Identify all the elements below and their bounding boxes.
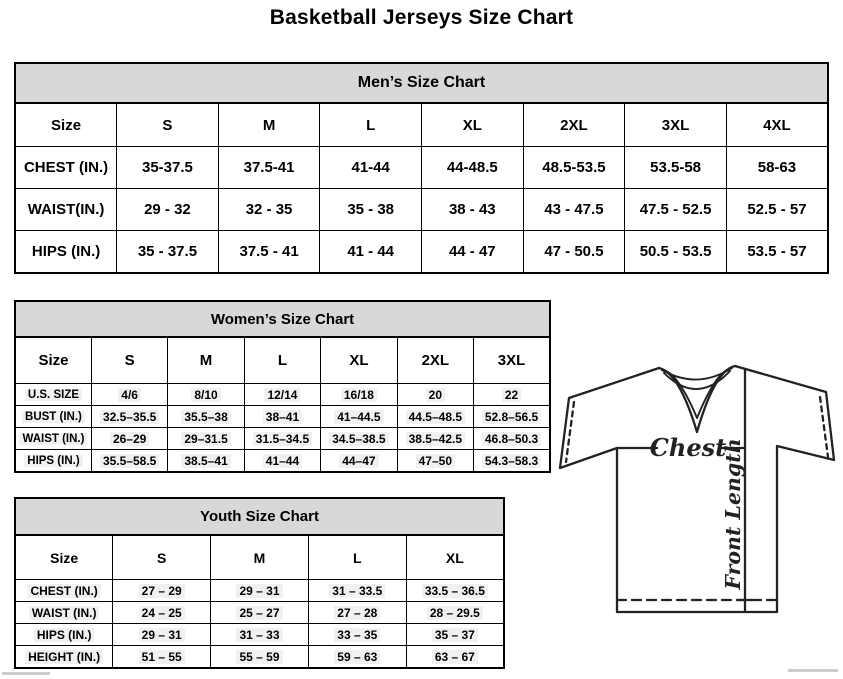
column-header-xl: XL — [422, 103, 524, 147]
value-cell: 37.5 - 41 — [218, 231, 320, 274]
highlighted-value: 26–29 — [110, 432, 149, 446]
column-header-size: Size — [15, 535, 113, 580]
highlighted-value: 4/6 — [118, 388, 141, 402]
column-header-s: S — [113, 535, 211, 580]
highlighted-value: 59 – 63 — [334, 650, 380, 664]
table-row — [15, 646, 504, 669]
value-cell — [308, 602, 406, 624]
value-cell — [321, 406, 397, 428]
highlighted-value: 34.5–38.5 — [329, 432, 388, 446]
highlighted-value: 29 – 31 — [139, 628, 185, 642]
highlighted-value: 35.5–58.5 — [100, 454, 159, 468]
value-cell: 35 - 37.5 — [117, 231, 219, 274]
row-label — [15, 384, 91, 406]
column-header-m: M — [218, 103, 320, 147]
value-cell — [244, 428, 320, 450]
value-cell — [91, 406, 167, 428]
womens-column-header-row — [15, 337, 550, 384]
highlighted-value: HIPS (IN.) — [24, 455, 82, 467]
highlighted-value: 16/18 — [341, 388, 377, 402]
row-label: CHEST (IN.) — [15, 147, 117, 189]
value-cell — [211, 646, 309, 669]
value-cell — [406, 580, 504, 602]
value-cell — [308, 580, 406, 602]
womens-chart-title: Women’s Size Chart — [15, 301, 550, 337]
table-row — [15, 231, 828, 274]
highlighted-value: 51 – 55 — [139, 650, 185, 664]
value-cell — [113, 646, 211, 669]
womens-size-chart-table — [14, 300, 551, 473]
row-label: HIPS (IN.) — [15, 231, 117, 274]
highlighted-value: 27 – 28 — [334, 606, 380, 620]
womens-chart-title-band — [15, 301, 550, 337]
jersey-outline-left — [560, 368, 659, 612]
highlighted-value: 46.8–50.3 — [482, 432, 541, 446]
highlighted-value: 38.5–41 — [181, 454, 230, 468]
table-row — [15, 580, 504, 602]
highlighted-value: HEIGHT (IN.) — [25, 650, 103, 664]
value-cell: 38 - 43 — [422, 189, 524, 231]
highlighted-value: 24 – 25 — [139, 606, 185, 620]
value-cell — [168, 450, 244, 473]
highlighted-value: 33 – 35 — [334, 628, 380, 642]
value-cell: 37.5-41 — [218, 147, 320, 189]
value-cell: 35 - 38 — [320, 189, 422, 231]
value-cell — [211, 624, 309, 646]
value-cell — [321, 384, 397, 406]
row-label — [15, 406, 91, 428]
column-header-2xl: 2XL — [397, 337, 473, 384]
table-row — [15, 428, 550, 450]
table-row — [15, 189, 828, 231]
row-label: WAIST(IN.) — [15, 189, 117, 231]
value-cell: 43 - 47.5 — [523, 189, 625, 231]
value-cell — [244, 450, 320, 473]
value-cell: 50.5 - 53.5 — [625, 231, 727, 274]
column-header-s: S — [91, 337, 167, 384]
highlighted-value: 38–41 — [263, 410, 302, 424]
front-length-label: Front Length — [721, 438, 745, 590]
chest-label: Chest — [649, 433, 727, 462]
highlighted-value: 27 – 29 — [139, 584, 185, 598]
highlighted-value: CHEST (IN.) — [27, 584, 100, 598]
column-header-l: L — [320, 103, 422, 147]
highlighted-value: 41–44.5 — [334, 410, 383, 424]
value-cell — [244, 406, 320, 428]
youth-chart-title-band — [15, 498, 504, 535]
highlighted-value: 38.5–42.5 — [406, 432, 465, 446]
highlighted-value: 31 – 33.5 — [329, 584, 385, 598]
row-label — [15, 580, 113, 602]
value-cell: 53.5 - 57 — [726, 231, 828, 274]
column-header-3xl: 3XL — [625, 103, 727, 147]
table-row — [15, 406, 550, 428]
value-cell: 48.5-53.5 — [523, 147, 625, 189]
value-cell: 32 - 35 — [218, 189, 320, 231]
column-header-xl: XL — [321, 337, 397, 384]
highlighted-value: 35.5–38 — [181, 410, 230, 424]
value-cell — [211, 580, 309, 602]
highlighted-value: 33.5 – 36.5 — [422, 584, 488, 598]
column-header-s: S — [117, 103, 219, 147]
column-header-4xl: 4XL — [726, 103, 828, 147]
value-cell — [91, 384, 167, 406]
highlighted-value: U.S. SIZE — [25, 389, 82, 401]
highlighted-value: 55 – 59 — [236, 650, 282, 664]
table-row — [15, 450, 550, 473]
highlighted-value: WAIST (IN.) — [19, 433, 87, 445]
page-title: Basketball Jerseys Size Chart — [269, 6, 574, 29]
value-cell: 58-63 — [726, 147, 828, 189]
value-cell — [406, 602, 504, 624]
bottom-left-edge-artifact — [2, 672, 50, 675]
highlighted-value: 35 – 37 — [432, 628, 478, 642]
value-cell — [91, 450, 167, 473]
highlighted-value: 44.5–48.5 — [406, 410, 465, 424]
highlighted-value: 22 — [502, 388, 521, 402]
value-cell: 44 - 47 — [422, 231, 524, 274]
youth-size-chart-table — [14, 497, 505, 669]
highlighted-value: 28 – 29.5 — [427, 606, 483, 620]
value-cell: 47 - 50.5 — [523, 231, 625, 274]
value-cell: 53.5-58 — [625, 147, 727, 189]
value-cell — [113, 602, 211, 624]
highlighted-value: WAIST (IN.) — [29, 606, 100, 620]
row-label — [15, 428, 91, 450]
value-cell: 41 - 44 — [320, 231, 422, 274]
column-header-l: L — [308, 535, 406, 580]
row-label — [15, 646, 113, 669]
column-header-size: Size — [15, 337, 91, 384]
value-cell — [113, 580, 211, 602]
value-cell — [406, 646, 504, 669]
table-row — [15, 602, 504, 624]
highlighted-value: 31.5–34.5 — [253, 432, 312, 446]
value-cell — [474, 428, 550, 450]
value-cell — [397, 428, 473, 450]
column-header-m: M — [211, 535, 309, 580]
highlighted-value: 52.8–56.5 — [482, 410, 541, 424]
row-label — [15, 450, 91, 473]
value-cell — [168, 384, 244, 406]
column-header-l: L — [244, 337, 320, 384]
value-cell: 52.5 - 57 — [726, 189, 828, 231]
bottom-right-edge-artifact — [788, 669, 838, 672]
highlighted-value: 29 – 31 — [236, 584, 282, 598]
highlighted-value: 20 — [426, 388, 445, 402]
value-cell — [397, 450, 473, 473]
value-cell — [168, 406, 244, 428]
value-cell — [244, 384, 320, 406]
highlighted-value: 47–50 — [416, 454, 455, 468]
highlighted-value: 32.5–35.5 — [100, 410, 159, 424]
value-cell — [308, 624, 406, 646]
value-cell — [474, 406, 550, 428]
value-cell — [321, 428, 397, 450]
highlighted-value: 63 – 67 — [432, 650, 478, 664]
mens-size-chart-table — [14, 62, 829, 274]
highlighted-value: 12/14 — [264, 388, 300, 402]
value-cell — [211, 602, 309, 624]
highlighted-value: HIPS (IN.) — [34, 628, 95, 642]
value-cell — [321, 450, 397, 473]
column-header-2xl: 2XL — [523, 103, 625, 147]
table-row — [15, 624, 504, 646]
value-cell: 44-48.5 — [422, 147, 524, 189]
row-label — [15, 602, 113, 624]
column-header-size: Size — [15, 103, 117, 147]
value-cell — [113, 624, 211, 646]
value-cell: 41-44 — [320, 147, 422, 189]
highlighted-value: 44–47 — [339, 454, 378, 468]
jersey-measurement-diagram — [556, 356, 838, 626]
value-cell — [168, 428, 244, 450]
table-row — [15, 384, 550, 406]
highlighted-value: 54.3–58.3 — [482, 454, 541, 468]
mens-chart-title: Men’s Size Chart — [15, 63, 828, 103]
value-cell: 35-37.5 — [117, 147, 219, 189]
highlighted-value: 25 – 27 — [236, 606, 282, 620]
value-cell: 29 - 32 — [117, 189, 219, 231]
value-cell: 47.5 - 52.5 — [625, 189, 727, 231]
mens-column-header-row — [15, 103, 828, 147]
value-cell — [474, 384, 550, 406]
youth-chart-title: Youth Size Chart — [15, 498, 504, 535]
highlighted-value: 29–31.5 — [181, 432, 230, 446]
column-header-xl: XL — [406, 535, 504, 580]
value-cell — [406, 624, 504, 646]
column-header-m: M — [168, 337, 244, 384]
youth-column-header-row — [15, 535, 504, 580]
value-cell — [474, 450, 550, 473]
table-row — [15, 147, 828, 189]
value-cell — [308, 646, 406, 669]
mens-chart-title-band — [15, 63, 828, 103]
highlighted-value: 41–44 — [263, 454, 302, 468]
column-header-3xl: 3XL — [474, 337, 550, 384]
highlighted-value: 31 – 33 — [236, 628, 282, 642]
value-cell — [397, 406, 473, 428]
row-label — [15, 624, 113, 646]
value-cell — [397, 384, 473, 406]
value-cell — [91, 428, 167, 450]
highlighted-value: 8/10 — [191, 388, 220, 402]
highlighted-value: BUST (IN.) — [22, 411, 85, 423]
